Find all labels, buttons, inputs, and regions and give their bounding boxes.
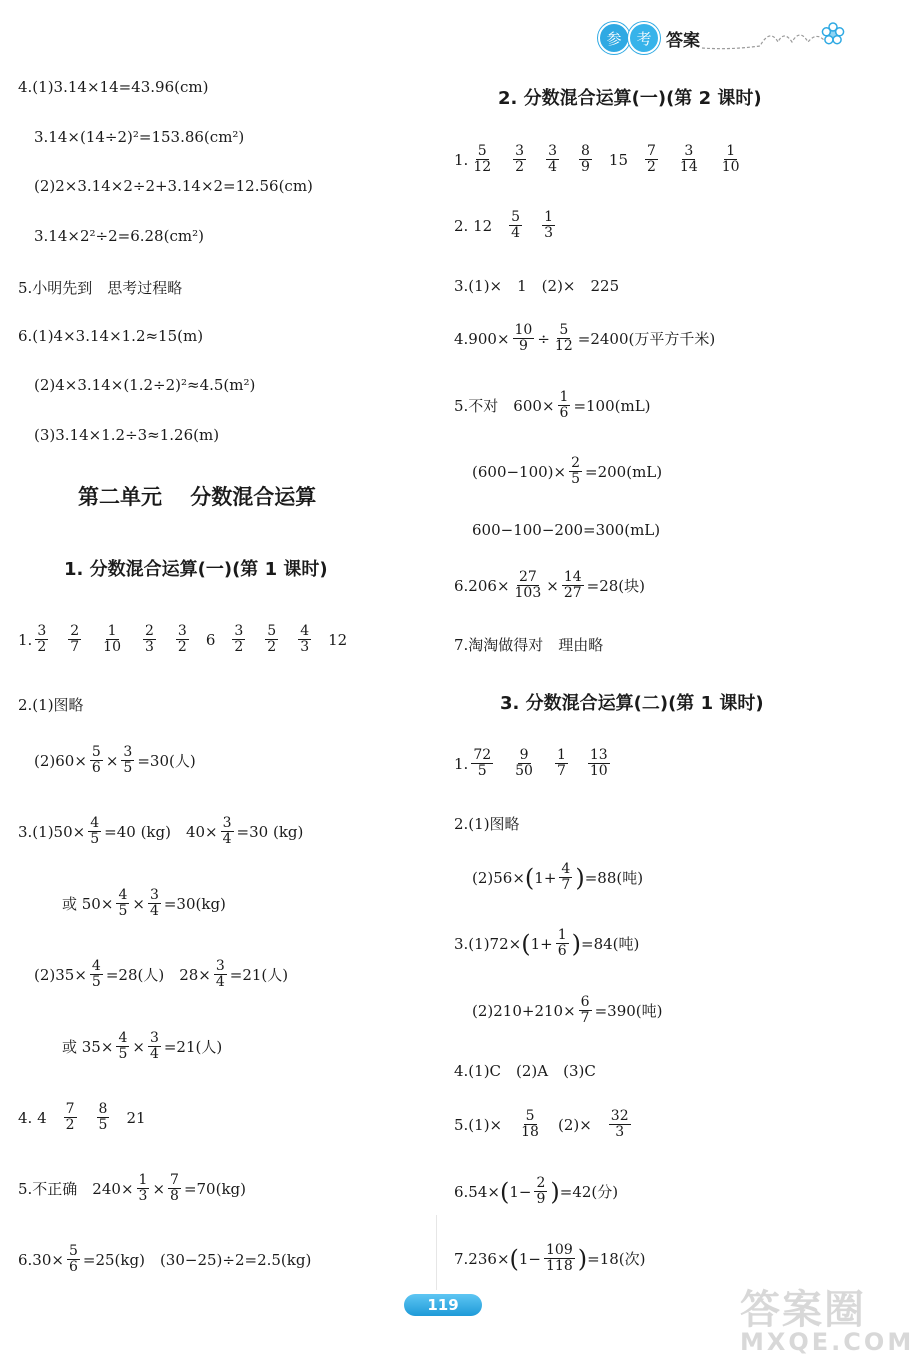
numerator: 1 [557,927,567,943]
expr-part: =40 (kg) 40× [104,823,218,841]
numerator: 14 [563,569,582,585]
answer-line: 2.(1)图略 [18,696,84,714]
numerator: 2 [571,455,581,471]
expr-part: =30 (kg) [236,822,304,841]
fraction [113,1031,132,1062]
fraction-value [148,888,161,919]
denominator: 4 [215,974,225,990]
expr-part: (2)35× [34,965,87,984]
denominator: 10 [721,159,740,175]
denominator: 3 [300,639,310,655]
answer-line [18,624,347,655]
fraction [510,570,547,601]
answer-line [454,323,715,354]
fraction-value [137,1173,150,1204]
fraction-value [562,570,584,601]
expr-part: 或 35× [62,1038,114,1056]
fraction-value [143,624,156,655]
expr-part: 5.不正确 240× [18,1180,134,1198]
fraction-value [97,1102,110,1133]
numerator: 2 [536,1175,546,1191]
numerator: 2 [144,623,154,639]
fraction [556,862,575,893]
expr-part: (2)210+210× [472,1001,576,1020]
denominator: 5 [90,831,100,847]
fraction [64,1244,83,1275]
fraction-value [553,323,575,354]
numerator: 1 [544,209,554,225]
answer-line: 3.(1)× 1 (2)× 225 [454,277,620,295]
denominator: 2 [65,1117,75,1133]
denominator: 5 [571,471,581,487]
fraction [576,995,595,1026]
fraction [566,456,585,487]
expr-part: 21 [126,1108,146,1127]
fraction-value [513,570,544,601]
answer-line: (2)2×3.14×2÷2+3.14×2=12.56(cm) [34,177,313,195]
numerator: 5 [477,143,487,159]
numerator: 5 [68,1243,78,1259]
answer-line: 2.(1)图略 [454,815,520,833]
numerator: 1 [559,389,569,405]
fraction [531,1176,550,1207]
answer-line: (2)4×3.14×(1.2÷2)²≈4.5(m²) [34,376,256,394]
fraction-value [116,888,129,919]
numerator: 9 [519,747,529,763]
denominator: 7 [580,1010,590,1026]
expr-part: 2. 12 [454,216,493,235]
fraction-value [513,323,535,354]
numerator: 3 [177,623,187,639]
fraction-value [546,144,559,175]
fraction-value [232,624,245,655]
fraction-value [35,624,48,655]
expr-part: 5.不对 600× [454,397,555,415]
expr-part: 1− [509,1182,532,1201]
numerator: 5 [525,1108,535,1124]
expr-part: 1+ [530,934,553,953]
denominator: 9 [518,338,528,354]
numerator: 7 [170,1172,179,1188]
section-title: 3. 分数混合运算(二)(第 1 课时) [500,693,764,714]
denominator: 14 [679,159,698,175]
denominator: 2 [234,639,244,655]
expr-part: × [546,576,559,595]
numerator: 5 [511,209,521,225]
expr-part: =390(吨) [594,1002,663,1020]
fraction-value [559,862,572,893]
answer-line [454,748,613,779]
fraction [165,1173,184,1204]
denominator: 4 [149,903,159,919]
denominator: 12 [554,338,573,354]
denominator: 4 [149,1046,159,1062]
denominator: 3 [615,1124,625,1140]
answer-line [18,1102,146,1133]
fraction-value [265,624,278,655]
denominator: 3 [544,225,554,241]
expr-part: 6.30× [18,1250,64,1269]
denominator: 3 [144,639,154,655]
expr-part: 3.(1)72× [454,934,522,953]
fraction [553,928,572,959]
answer-line: 6.(1)4×3.14×1.2≈15(m) [18,327,204,345]
fraction-value [720,144,742,175]
answer-line [472,456,662,487]
answer-line: (2)56× ( 1+ $\frac{4}{7}$ ) =88(吨) [472,861,644,893]
answer-line [62,888,226,919]
numerator: 1 [107,623,117,639]
denominator: 5 [118,903,128,919]
fraction [218,816,237,847]
expr-part: 6.206× [454,576,510,595]
fraction [113,888,132,919]
header-answer-label: 答案 [666,30,700,51]
expr-part: 1+ [534,868,557,887]
numerator: 27 [518,569,537,585]
denominator: 50 [515,763,533,779]
fraction-value [558,390,571,421]
expr-part: (600−100)× [472,462,567,481]
denominator: 9 [536,1191,546,1207]
answer-line: 3.14×(14÷2)²=153.86(cm²) [34,128,245,146]
numerator: 10 [514,322,533,338]
expr-part: =42(分) [559,1183,619,1201]
denominator: 2 [515,159,525,175]
unit-title: 第二单元 分数混合运算 [78,485,317,509]
denominator: 7 [556,763,566,779]
fraction-value [678,144,700,175]
fraction [510,323,538,354]
denominator: 3 [138,1188,148,1204]
expr-part: 或 50× [62,895,114,913]
answer-line: 3.(1)72× ( 1+ $\frac{1}{6}$ ) =84(吨) [454,927,640,959]
expr-part: =100(mL) [573,396,651,415]
numerator: 4 [561,861,571,877]
fraction [94,1102,113,1133]
denominator: 2 [647,159,656,175]
numerator: 1 [726,143,736,159]
expr-part: =21(人) [163,1038,223,1056]
expr-part: =25(kg) (30−25)÷2=2.5(kg) [82,1251,312,1269]
expr-part: (2)56× [472,868,525,887]
answer-line [454,210,558,241]
denominator: 27 [563,585,582,601]
answer-line [18,1244,311,1275]
numerator: 3 [215,958,225,974]
fraction-value [90,745,103,776]
fraction-list [642,144,745,175]
denominator: 7 [561,877,571,893]
expr-part: =84(吨) [581,935,640,953]
fraction-value [579,144,592,175]
expr-part: =30(人) [137,752,196,770]
numerator: 7 [65,1101,75,1117]
fraction [550,323,578,354]
numerator: 3 [548,143,557,159]
fraction-list [229,624,314,655]
fraction-value [221,816,234,847]
answer-line: 4.(1)3.14×14=43.96(cm) [18,78,209,96]
numerator: 72 [473,747,492,763]
badge-char-2: 考 [628,22,660,54]
fraction [134,1173,153,1204]
fraction-value [101,624,123,655]
denominator: 4 [548,159,557,175]
section-title: 2. 分数混合运算(一)(第 2 课时) [498,88,762,109]
fraction-value [569,456,582,487]
denominator: 4 [511,225,521,241]
fraction-list [506,210,558,241]
fraction-value [471,144,493,175]
expr-part: 4. 4 [18,1108,47,1127]
fraction-value [148,1031,161,1062]
answer-line [34,745,196,776]
answer-line [454,390,651,421]
numerator: 4 [118,887,128,903]
fraction [87,959,106,990]
numerator: 3 [149,887,159,903]
fraction-value [471,748,493,779]
question-number: 1. [454,754,469,773]
expr-part: =21(人) [229,966,289,984]
swirl-decoration-icon [700,18,860,58]
denominator: 118 [546,1258,573,1274]
column-divider [436,1215,437,1290]
fraction-value [90,959,103,990]
denominator: 10 [103,639,121,655]
denominator: 5 [91,974,101,990]
answer-line [454,144,745,175]
answer-line: 4.(1)C (2)A (3)C [454,1062,596,1080]
fraction-value [513,748,535,779]
answer-line [34,959,288,990]
numerator: 32 [610,1108,629,1124]
fraction [145,1031,164,1062]
answer-line: 5.小明先到 思考过程略 [18,279,183,297]
section-title: 1. 分数混合运算(一)(第 1 课时) [64,559,328,580]
watermark-url: MXQE.COM [740,1328,915,1356]
expr-part: × [132,894,145,913]
denominator: 103 [514,585,542,601]
fraction [541,1243,578,1274]
numerator: 3 [515,143,525,159]
expr-part: =2400(万平方千米) [577,330,716,348]
numerator: 5 [91,744,101,760]
fraction-list [468,144,595,175]
fraction-list [468,748,612,779]
fraction-value [116,1031,129,1062]
fraction-value [176,624,189,655]
answer-line: 600−100−200=300(mL) [472,521,661,539]
denominator: 2 [177,639,187,655]
expr-part: × [105,751,119,770]
expr-part: =28(块) [586,577,646,595]
fraction-value [214,959,227,990]
fraction-value [579,995,592,1026]
expr-part: 3.(1)50× [18,822,86,841]
fraction-value [645,144,658,175]
numerator: 3 [37,623,47,639]
denominator: 7 [70,639,80,655]
fraction-value [556,928,569,959]
fraction-value [588,748,610,779]
expr-part: 5.(1)× [454,1115,503,1134]
page-number: 119 [404,1294,482,1316]
expr-part: 6.54× [454,1182,500,1201]
denominator: 6 [68,1259,78,1275]
denominator: 5 [123,760,133,776]
answer-line: (3)3.14×1.2÷3≈1.26(m) [34,426,220,444]
answer-value: 15 [608,150,628,169]
denominator: 2 [37,639,47,655]
denominator: 6 [557,943,567,959]
numerator: 109 [546,1242,573,1258]
numerator: 6 [580,994,590,1010]
denominator: 4 [222,831,232,847]
denominator: 18 [521,1124,539,1140]
fraction-value [513,144,526,175]
expr-part: =30(kg) [163,894,226,913]
fraction-value [168,1173,181,1204]
numerator: 3 [222,815,232,831]
answer-line: 6.54× ( 1− $\frac{2}{9}$ ) =42(分) [454,1175,619,1207]
badge-char-1: 参 [598,22,630,54]
numerator: 3 [234,623,244,639]
fraction-value [542,210,555,241]
expr-part: 1− [518,1249,542,1268]
numerator: 5 [267,623,277,639]
fraction [61,1102,80,1133]
numerator: 4 [91,958,101,974]
expr-part: =18(次) [587,1250,646,1268]
fraction [145,888,164,919]
fraction [555,390,574,421]
expr-part: (2)× [557,1115,592,1134]
fraction [87,745,106,776]
fraction [85,816,104,847]
fraction-value [544,1243,575,1274]
fraction-value [64,1102,77,1133]
fraction-value [509,210,522,241]
fraction-value [121,745,134,776]
denominator: 8 [170,1188,179,1204]
answer-line [18,1173,246,1204]
denominator: 12 [473,159,492,175]
fraction-value [68,624,81,655]
fraction [559,570,587,601]
denominator: 6 [91,760,101,776]
fraction [516,1109,544,1140]
answer-line: 3.14×2²÷2=6.28(cm²) [34,227,204,245]
expr-part: (2)60× [34,751,87,770]
watermark-logo: 答案圈 [740,1287,866,1333]
fraction-value [534,1176,547,1207]
fraction-value [519,1109,541,1140]
question-number: 1. [454,150,469,169]
expr-part: 7.236× [454,1249,510,1268]
numerator: 4 [90,815,100,831]
header-badge [598,22,700,54]
fraction-value [298,624,311,655]
answer-line [454,1109,634,1140]
numerator: 3 [684,143,694,159]
fraction-value [88,816,101,847]
numerator: 3 [123,744,133,760]
answer-line [454,570,645,601]
denominator: 5 [98,1117,108,1133]
numerator: 5 [559,322,569,338]
expr-part: =28(人) 28× [105,966,211,984]
expr-part: × [152,1179,166,1198]
denominator: 6 [559,405,569,421]
numerator: 3 [149,1030,159,1046]
numerator: 8 [98,1101,108,1117]
answer-line [18,816,303,847]
answer-line: 7.淘淘做得对 理由略 [454,636,604,654]
fraction [211,959,230,990]
fraction [606,1109,634,1140]
expr-part: =88(吨) [584,869,644,887]
denominator: 10 [589,763,608,779]
fraction-value [67,1244,80,1275]
expr-part: =70(kg) [183,1179,246,1198]
numerator: 7 [647,143,656,159]
numerator: 13 [589,747,608,763]
answer-line [472,995,662,1026]
answer-line: 7.236× ( 1− $\frac{109}{118}$ ) =18(次) [454,1242,646,1274]
denominator: 2 [267,639,277,655]
expr-part: ÷ [537,329,550,348]
numerator: 1 [138,1172,148,1188]
numerator: 4 [118,1030,128,1046]
numerator: 1 [556,747,566,763]
answer-line [62,1031,222,1062]
fraction-list [32,624,192,655]
expr-part: 4.900× [454,329,510,348]
answer-value: 12 [328,630,348,649]
denominator: 5 [477,763,487,779]
question-number: 1. [18,630,33,649]
denominator: 5 [118,1046,128,1062]
denominator: 9 [580,159,590,175]
expr-part: × [132,1037,145,1056]
numerator: 2 [70,623,80,639]
numerator: 8 [580,143,590,159]
fraction-value [555,748,568,779]
fraction-value [609,1109,631,1140]
numerator: 4 [300,623,310,639]
expr-part: =200(mL) [585,462,663,481]
answer-value: 6 [205,630,216,649]
fraction [118,745,137,776]
